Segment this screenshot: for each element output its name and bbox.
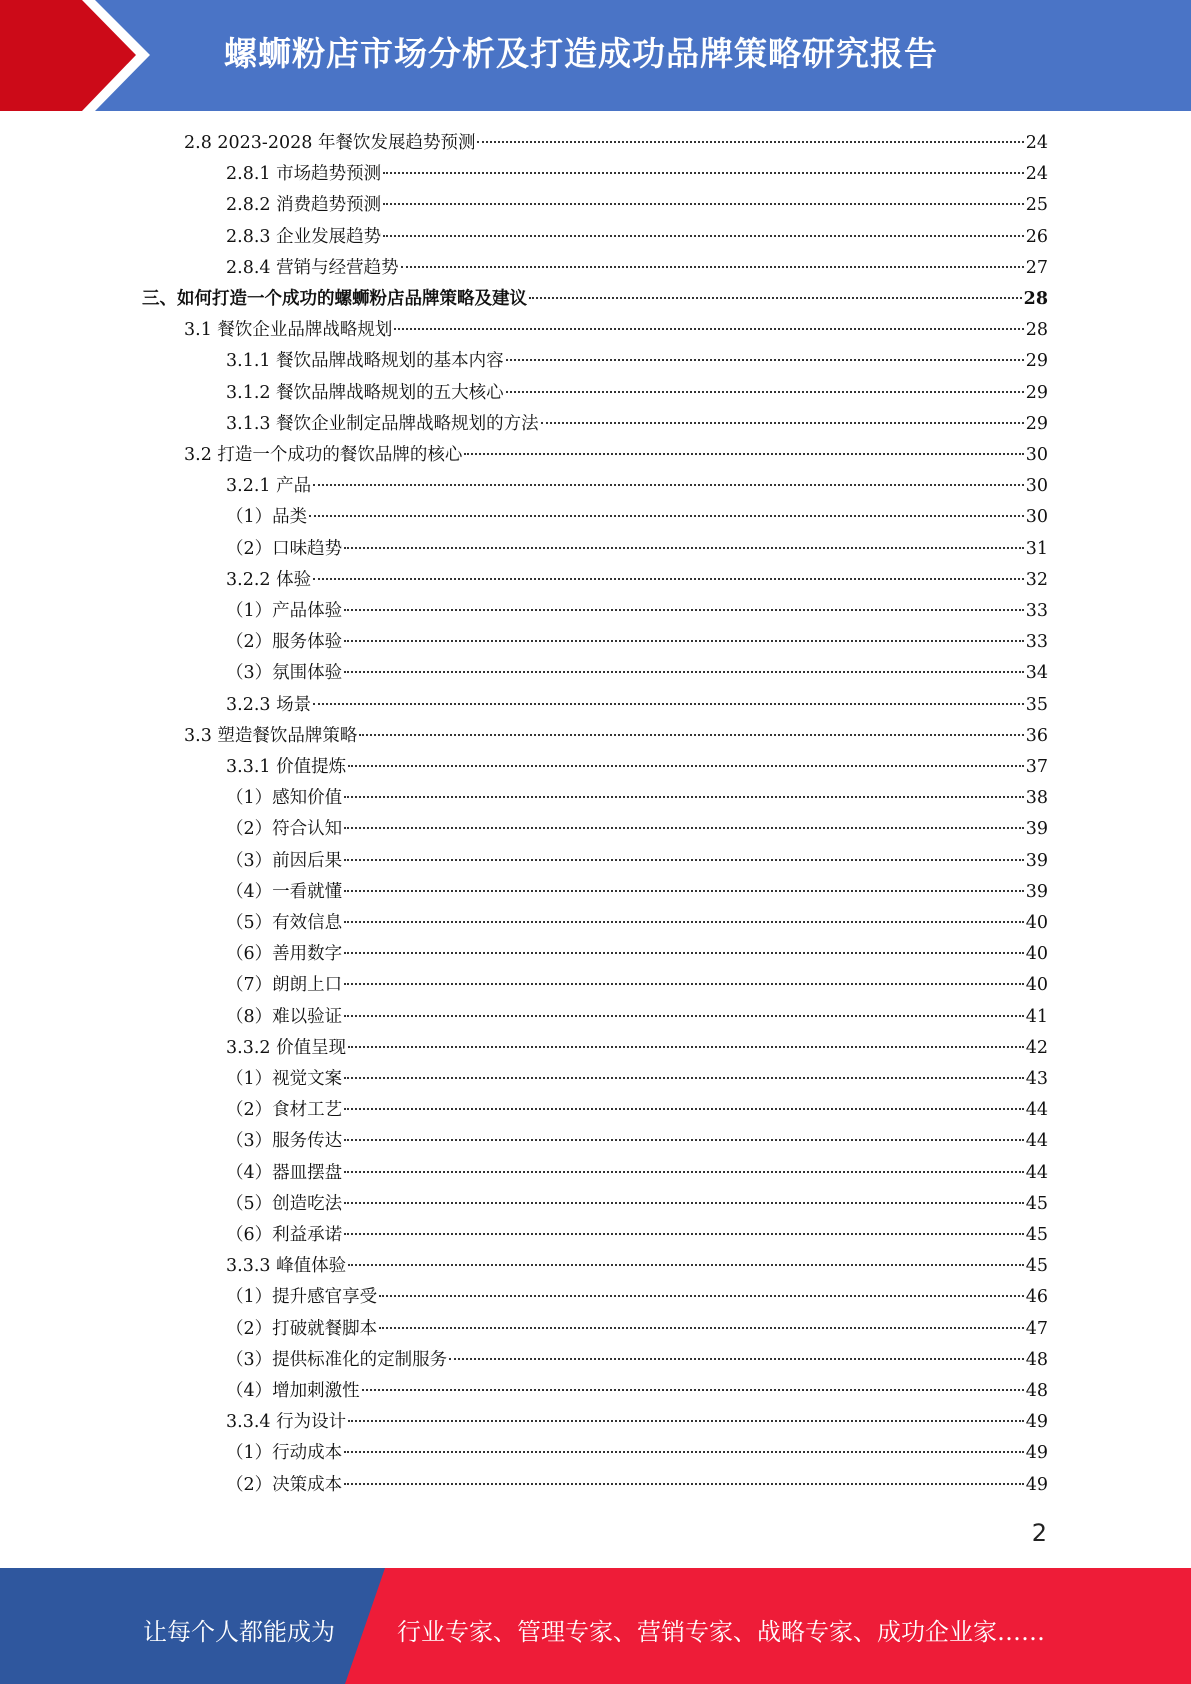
toc-entry[interactable] bbox=[226, 1345, 1048, 1376]
toc-entry[interactable] bbox=[226, 1251, 1048, 1282]
toc-entry-label: 3.2.2 体验 bbox=[226, 569, 312, 590]
toc-entry-label: 3.3.4 行为设计 bbox=[226, 1412, 347, 1433]
toc-entry-page: 39 bbox=[1025, 850, 1048, 871]
toc-entry-page: 39 bbox=[1025, 819, 1048, 840]
toc-leader-dots bbox=[344, 890, 1024, 892]
toc-entry[interactable] bbox=[226, 346, 1048, 377]
toc-leader-dots bbox=[309, 515, 1024, 517]
toc-leader-dots bbox=[344, 983, 1024, 985]
toc-entry-label: 3.2 打造一个成功的餐饮品牌的核心 bbox=[184, 445, 463, 465]
toc-leader-dots bbox=[348, 765, 1024, 767]
toc-leader-dots bbox=[348, 1264, 1024, 1266]
toc-entry[interactable] bbox=[226, 690, 1048, 721]
toc-leader-dots bbox=[348, 1046, 1024, 1048]
toc-entry[interactable] bbox=[226, 658, 1048, 689]
toc-entry-label: （5）创造吃法 bbox=[226, 1193, 343, 1214]
toc-entry[interactable] bbox=[226, 502, 1048, 533]
toc-entry-label: 3.1.1 餐饮品牌战略规划的基本内容 bbox=[226, 351, 504, 372]
toc-leader-dots bbox=[344, 1139, 1024, 1141]
toc-entry-label: 2.8.1 市场趋势预测 bbox=[226, 164, 382, 185]
toc-entry-label: （2）服务体验 bbox=[226, 632, 343, 653]
toc-entry[interactable] bbox=[226, 565, 1048, 596]
toc-entry[interactable] bbox=[184, 315, 1048, 346]
toc-leader-dots bbox=[541, 422, 1024, 424]
toc-entry-label: （3）氛围体验 bbox=[226, 663, 343, 684]
toc-leader-dots bbox=[344, 1483, 1024, 1485]
toc-leader-dots bbox=[344, 1451, 1024, 1453]
toc-entry[interactable] bbox=[226, 1470, 1048, 1501]
toc-entry-label: （7）朗朗上口 bbox=[226, 975, 343, 996]
toc-entry-label: 3.2.3 场景 bbox=[226, 694, 312, 715]
toc-leader-dots bbox=[313, 484, 1024, 486]
toc-entry-page: 41 bbox=[1025, 1006, 1048, 1027]
toc-leader-dots bbox=[383, 172, 1024, 174]
toc-entry[interactable] bbox=[226, 970, 1048, 1001]
footer-banner bbox=[0, 1568, 1191, 1684]
toc-leader-dots bbox=[394, 328, 1023, 330]
toc-leader-dots bbox=[477, 141, 1023, 143]
toc-leader-dots bbox=[344, 547, 1024, 549]
toc-entry[interactable] bbox=[226, 190, 1048, 221]
toc-entry-page: 28 bbox=[1023, 289, 1048, 309]
toc-leader-dots bbox=[362, 1389, 1024, 1391]
toc-entry-label: （8）难以验证 bbox=[226, 1006, 343, 1027]
toc-entry-page: 24 bbox=[1025, 133, 1048, 153]
toc-entry[interactable] bbox=[226, 222, 1048, 253]
toc-entry-label: 3.2.1 产品 bbox=[226, 476, 312, 497]
toc-entry-page: 33 bbox=[1025, 632, 1048, 653]
toc-leader-dots bbox=[506, 391, 1024, 393]
toc-entry[interactable] bbox=[226, 253, 1048, 284]
toc-entry-page: 40 bbox=[1025, 975, 1048, 996]
toc-leader-dots bbox=[344, 1108, 1024, 1110]
toc-entry[interactable] bbox=[226, 627, 1048, 658]
toc-leader-dots bbox=[344, 1077, 1024, 1079]
toc-leader-dots bbox=[359, 734, 1023, 736]
toc-entry[interactable] bbox=[226, 1033, 1048, 1064]
toc-leader-dots bbox=[344, 921, 1024, 923]
toc-entry-page: 27 bbox=[1025, 257, 1048, 278]
toc-entry[interactable] bbox=[226, 814, 1048, 845]
toc-entry[interactable] bbox=[226, 1407, 1048, 1438]
toc-entry-label: 2.8 2023-2028 年餐饮发展趋势预测 bbox=[184, 133, 476, 153]
toc-leader-dots bbox=[344, 609, 1024, 611]
toc-entry-page: 47 bbox=[1025, 1318, 1048, 1339]
toc-entry-label: （4）一看就懂 bbox=[226, 881, 343, 902]
toc-entry-label: （2）符合认知 bbox=[226, 819, 343, 840]
toc-entry-label: （2）决策成本 bbox=[226, 1474, 343, 1495]
toc-entry-page: 25 bbox=[1025, 195, 1048, 216]
toc-entry-page: 40 bbox=[1025, 913, 1048, 933]
toc-entry-page: 45 bbox=[1025, 1256, 1048, 1277]
toc-leader-dots bbox=[383, 203, 1024, 205]
toc-entry-page: 30 bbox=[1025, 445, 1048, 465]
toc-entry-page: 44 bbox=[1025, 1162, 1048, 1183]
toc-entry[interactable] bbox=[226, 1220, 1048, 1251]
toc-leader-dots bbox=[344, 796, 1024, 798]
toc-entry[interactable] bbox=[226, 939, 1048, 970]
toc-entry[interactable] bbox=[226, 1314, 1048, 1345]
toc-entry-label: （2）打破就餐脚本 bbox=[226, 1318, 378, 1339]
toc-leader-dots bbox=[344, 671, 1024, 673]
toc-leader-dots bbox=[464, 453, 1023, 455]
toc-entry[interactable] bbox=[226, 1376, 1048, 1407]
toc-entry-label: （4）增加刺激性 bbox=[226, 1381, 360, 1401]
toc-entry-label: 3.3 塑造餐饮品牌策略 bbox=[184, 725, 358, 746]
toc-entry-label: （1）产品体验 bbox=[226, 601, 343, 621]
toc-entry-label: （6）善用数字 bbox=[226, 944, 343, 965]
toc-entry-page: 33 bbox=[1025, 601, 1048, 621]
toc-entry-label: 2.8.2 消费趋势预测 bbox=[226, 195, 382, 216]
toc-entry-page: 44 bbox=[1025, 1131, 1048, 1152]
toc-entry[interactable] bbox=[226, 783, 1048, 814]
toc-entry[interactable] bbox=[184, 128, 1048, 159]
toc-entry-page: 44 bbox=[1025, 1100, 1048, 1121]
toc-entry[interactable] bbox=[226, 1438, 1048, 1469]
toc-entry-page: 36 bbox=[1025, 725, 1048, 746]
toc-entry-label: （3）服务传达 bbox=[226, 1131, 343, 1152]
toc-entry-label: （4）器皿摆盘 bbox=[226, 1162, 343, 1183]
toc-entry-page: 49 bbox=[1025, 1412, 1048, 1433]
toc-entry[interactable] bbox=[226, 1158, 1048, 1189]
toc-entry-page: 37 bbox=[1025, 757, 1048, 777]
toc-entry-page: 42 bbox=[1025, 1037, 1048, 1058]
toc-entry-label: （1）行动成本 bbox=[226, 1443, 343, 1464]
toc-entry[interactable] bbox=[226, 409, 1048, 440]
toc-entry-label: （5）有效信息 bbox=[226, 913, 343, 933]
toc-leader-dots bbox=[529, 297, 1022, 299]
toc-entry-page: 24 bbox=[1025, 164, 1048, 185]
toc-entry[interactable] bbox=[184, 440, 1048, 471]
toc-entry-label: （2）口味趋势 bbox=[226, 538, 343, 559]
toc-entry-page: 45 bbox=[1025, 1225, 1048, 1245]
toc-entry[interactable] bbox=[226, 1002, 1048, 1033]
toc-entry-page: 49 bbox=[1025, 1474, 1048, 1495]
toc-leader-dots bbox=[344, 859, 1024, 861]
toc-entry-label: （2）食材工艺 bbox=[226, 1100, 343, 1121]
header-banner bbox=[0, 0, 1191, 111]
toc-entry-label: （1）感知价值 bbox=[226, 788, 343, 809]
toc-entry-page: 38 bbox=[1025, 788, 1048, 809]
toc-entry-label: 2.8.4 营销与经营趋势 bbox=[226, 257, 399, 278]
toc-leader-dots bbox=[344, 827, 1024, 829]
toc-entry-label: （1）提升感官享受 bbox=[226, 1287, 378, 1308]
toc-entry[interactable] bbox=[226, 1126, 1048, 1157]
report-title: 螺蛳粉店市场分析及打造成功品牌策略研究报告 bbox=[224, 34, 938, 73]
toc-entry-page: 32 bbox=[1025, 569, 1048, 590]
toc-entry-label: （1）品类 bbox=[226, 507, 308, 528]
toc-leader-dots bbox=[379, 1295, 1024, 1297]
toc-entry[interactable] bbox=[226, 1282, 1048, 1313]
toc-entry-page: 30 bbox=[1025, 507, 1048, 528]
toc-entry-page: 31 bbox=[1025, 538, 1048, 559]
toc-entry-label: 3.1.2 餐饮品牌战略规划的五大核心 bbox=[226, 382, 504, 403]
toc-leader-dots bbox=[344, 1233, 1024, 1235]
toc-entry[interactable] bbox=[226, 752, 1048, 783]
toc-entry[interactable] bbox=[226, 159, 1048, 190]
toc-entry-page: 35 bbox=[1025, 694, 1048, 715]
toc-leader-dots bbox=[506, 359, 1024, 361]
toc-entry-page: 28 bbox=[1025, 320, 1048, 341]
toc-entry-label: 3.1 餐饮企业品牌战略规划 bbox=[184, 320, 393, 341]
toc-leader-dots bbox=[348, 1420, 1024, 1422]
toc-entry[interactable] bbox=[226, 1095, 1048, 1126]
toc-entry[interactable] bbox=[226, 1064, 1048, 1095]
toc-leader-dots bbox=[383, 235, 1024, 237]
toc-entry[interactable] bbox=[226, 471, 1048, 502]
toc-entry[interactable] bbox=[226, 846, 1048, 877]
toc-entry[interactable] bbox=[226, 1189, 1048, 1220]
toc-entry-label: （3）提供标准化的定制服务 bbox=[226, 1349, 448, 1370]
toc-leader-dots bbox=[379, 1327, 1024, 1329]
toc-entry[interactable] bbox=[226, 596, 1048, 627]
toc-leader-dots bbox=[401, 266, 1024, 268]
toc-entry[interactable] bbox=[226, 877, 1048, 908]
toc-leader-dots bbox=[344, 640, 1024, 642]
toc-entry-label: 3.3.2 价值呈现 bbox=[226, 1037, 347, 1058]
footer-slogan-left: 让每个人都能成为 bbox=[143, 1618, 335, 1646]
page-number: 2 bbox=[1031, 1519, 1047, 1547]
toc-leader-dots bbox=[344, 952, 1024, 954]
toc-entry-page: 43 bbox=[1025, 1069, 1048, 1089]
toc-entry-page: 29 bbox=[1025, 382, 1048, 403]
toc-entry-page: 26 bbox=[1025, 226, 1048, 247]
toc-entry-label: （3）前因后果 bbox=[226, 850, 343, 871]
toc-entry-label: 3.1.3 餐饮企业制定品牌战略规划的方法 bbox=[226, 413, 539, 434]
toc-leader-dots bbox=[313, 703, 1024, 705]
toc-entry-label: 3.3.3 峰值体验 bbox=[226, 1256, 347, 1277]
toc-entry-label: （1）视觉文案 bbox=[226, 1069, 343, 1089]
toc-entry-page: 39 bbox=[1025, 881, 1048, 902]
toc-leader-dots bbox=[344, 1015, 1024, 1017]
toc-entry-label: 2.8.3 企业发展趋势 bbox=[226, 226, 382, 247]
footer-slogan-right: 行业专家、管理专家、营销专家、战略专家、成功企业家…… bbox=[397, 1618, 1045, 1646]
toc-entry[interactable] bbox=[142, 284, 1048, 315]
toc-entry-page: 48 bbox=[1025, 1349, 1048, 1370]
toc-leader-dots bbox=[344, 1202, 1024, 1204]
toc-entry-label: 3.3.1 价值提炼 bbox=[226, 757, 347, 777]
toc-entry-page: 46 bbox=[1025, 1287, 1048, 1308]
toc-entry[interactable] bbox=[226, 534, 1048, 565]
toc-entry-page: 49 bbox=[1025, 1443, 1048, 1464]
toc-entry[interactable] bbox=[226, 908, 1048, 939]
toc-leader-dots bbox=[344, 1171, 1024, 1173]
toc-entry-page: 48 bbox=[1025, 1381, 1048, 1401]
toc-entry-page: 29 bbox=[1025, 413, 1048, 434]
toc-entry-page: 45 bbox=[1025, 1193, 1048, 1214]
toc-entry-page: 40 bbox=[1025, 944, 1048, 965]
toc-entry-page: 34 bbox=[1025, 663, 1048, 684]
toc-entry-page: 29 bbox=[1025, 351, 1048, 372]
toc-leader-dots bbox=[449, 1358, 1024, 1360]
toc-leader-dots bbox=[313, 578, 1024, 580]
toc-entry-label: （6）利益承诺 bbox=[226, 1225, 343, 1245]
toc-entry-page: 30 bbox=[1025, 476, 1048, 497]
toc-entry[interactable] bbox=[226, 378, 1048, 409]
toc-entry[interactable] bbox=[184, 721, 1048, 752]
toc-entry-label: 三、如何打造一个成功的螺蛳粉店品牌策略及建议 bbox=[142, 289, 527, 309]
